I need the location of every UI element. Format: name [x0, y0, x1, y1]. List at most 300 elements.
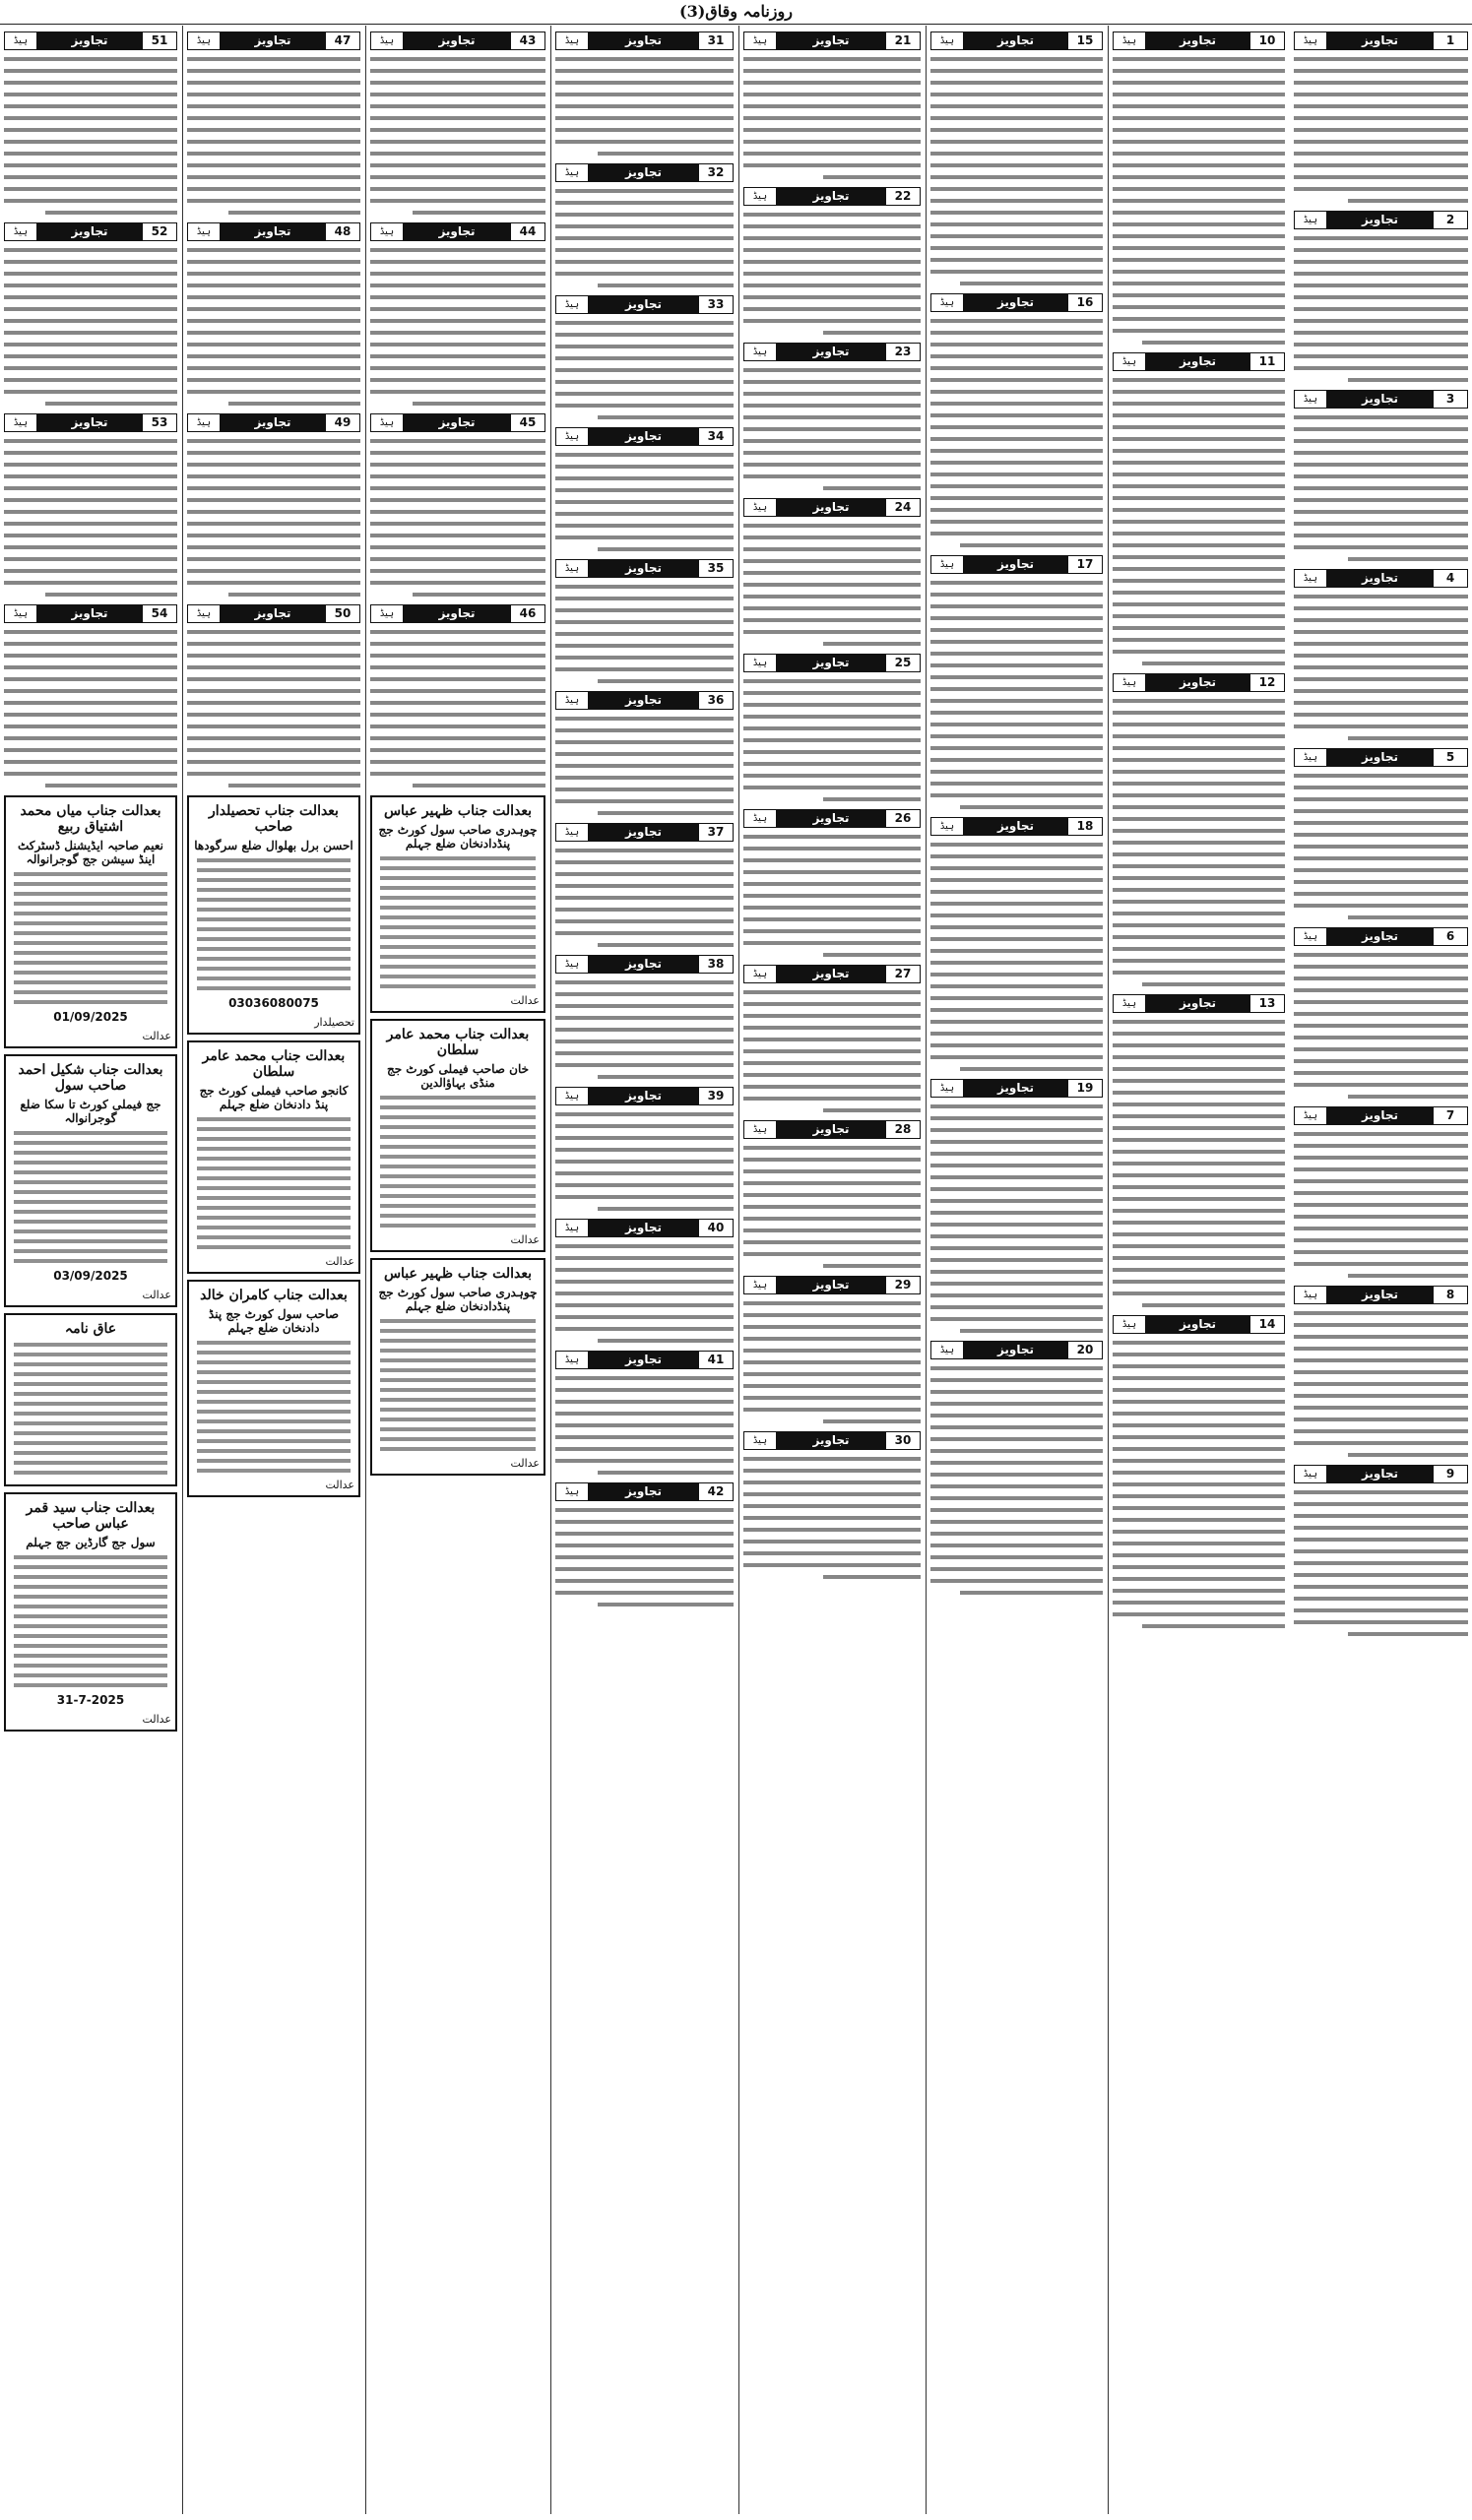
item-text — [187, 248, 360, 406]
text-line — [1113, 329, 1285, 333]
text-line — [197, 858, 351, 862]
text-line — [555, 1051, 734, 1055]
item-header — [370, 32, 545, 50]
text-line — [555, 872, 734, 876]
text-line — [743, 128, 921, 132]
text-line — [187, 81, 360, 85]
text-line — [555, 404, 734, 408]
text-line — [930, 378, 1103, 382]
text-line — [1113, 293, 1285, 297]
item-subtag: ہیڈ — [743, 1431, 777, 1450]
text-line — [930, 211, 1103, 215]
text-line — [380, 945, 536, 949]
text-line — [187, 272, 360, 276]
text-line — [1142, 982, 1285, 986]
text-line — [555, 476, 734, 480]
text-line — [14, 951, 167, 955]
item-tag: تجاویز — [37, 32, 142, 50]
text-line — [1294, 248, 1468, 252]
text-line — [555, 585, 734, 589]
text-line — [1113, 935, 1285, 939]
text-line — [4, 272, 177, 276]
text-line — [930, 413, 1103, 417]
text-line — [370, 128, 545, 132]
text-line — [380, 1135, 536, 1139]
text-line — [1113, 770, 1285, 774]
text-line — [4, 331, 177, 335]
text-line — [1113, 1173, 1285, 1177]
text-line — [370, 104, 545, 108]
text-line — [380, 1155, 536, 1159]
text-line — [1113, 1353, 1285, 1356]
item-number: 28 — [885, 1120, 921, 1139]
text-line — [555, 919, 734, 923]
text-line — [1294, 236, 1468, 240]
text-line — [197, 976, 351, 980]
text-line — [370, 665, 545, 669]
item-subtag: ہیڈ — [187, 413, 221, 432]
text-line — [930, 699, 1103, 703]
text-line — [380, 1319, 536, 1323]
text-line — [930, 1425, 1103, 1429]
text-line — [1113, 461, 1285, 465]
text-line — [187, 569, 360, 573]
text-line — [598, 811, 734, 815]
text-line — [555, 1447, 734, 1451]
text-line — [370, 272, 545, 276]
text-line — [930, 472, 1103, 476]
text-line — [1113, 1459, 1285, 1463]
text-line — [14, 1421, 167, 1425]
text-line — [197, 908, 351, 912]
text-line — [743, 284, 921, 287]
text-line — [1113, 1542, 1285, 1545]
item-header — [930, 1079, 1103, 1098]
item-text — [555, 1376, 734, 1475]
text-line — [197, 1157, 351, 1161]
text-line — [743, 990, 921, 994]
text-line — [187, 128, 360, 132]
text-line — [555, 213, 734, 217]
text-line — [45, 784, 177, 788]
text-line — [930, 996, 1103, 1000]
text-line — [930, 782, 1103, 786]
item-number: 14 — [1249, 1315, 1285, 1334]
text-line — [1294, 1311, 1468, 1315]
text-line — [1294, 1203, 1468, 1207]
text-line — [1294, 965, 1468, 969]
text-line — [370, 199, 545, 203]
text-line — [743, 595, 921, 598]
item-text — [930, 581, 1103, 809]
item-header — [1113, 32, 1285, 50]
text-line — [187, 93, 360, 96]
text-line — [555, 380, 734, 384]
text-line — [743, 858, 921, 862]
text-line — [930, 1258, 1103, 1262]
item-subtag: ہیڈ — [370, 413, 404, 432]
text-line — [555, 849, 734, 852]
column-5 — [550, 26, 737, 2514]
item-subtag: ہیڈ — [743, 1276, 777, 1294]
item-text — [743, 1146, 921, 1268]
item-text — [1294, 415, 1468, 561]
item-subtag: ہیڈ — [187, 32, 221, 50]
text-line — [930, 246, 1103, 250]
text-line — [743, 213, 921, 217]
text-line — [1294, 187, 1468, 191]
text-line — [1113, 1518, 1285, 1522]
text-line — [930, 163, 1103, 167]
text-line — [555, 260, 734, 264]
text-line — [1294, 892, 1468, 896]
text-line — [930, 234, 1103, 238]
text-line — [14, 1673, 167, 1677]
text-line — [930, 1199, 1103, 1203]
column-8 — [0, 26, 181, 2514]
item-number: 32 — [698, 163, 734, 182]
text-line — [370, 152, 545, 156]
text-line — [14, 1382, 167, 1386]
item-text — [743, 1457, 921, 1579]
text-line — [555, 81, 734, 85]
text-line — [1294, 1262, 1468, 1266]
text-line — [555, 93, 734, 96]
text-line — [4, 474, 177, 478]
text-line — [14, 1664, 167, 1668]
text-line — [413, 211, 545, 215]
text-line — [555, 980, 734, 984]
text-line — [960, 1329, 1103, 1333]
text-line — [823, 331, 921, 335]
item-tag: تجاویز — [1327, 390, 1433, 409]
text-line — [1113, 222, 1285, 226]
text-line — [743, 1396, 921, 1400]
text-line — [930, 1520, 1103, 1524]
text-line — [743, 1516, 921, 1520]
text-line — [743, 1528, 921, 1532]
item-header — [1113, 673, 1285, 692]
court-notice — [370, 795, 545, 1013]
text-line — [187, 354, 360, 358]
text-line — [743, 691, 921, 695]
text-line — [743, 1469, 921, 1473]
text-line — [1294, 1514, 1468, 1518]
court-title: بعدالت جناب محمد عامر سلطان — [202, 1048, 346, 1080]
text-line — [1294, 1418, 1468, 1421]
item-number: 6 — [1433, 927, 1468, 946]
court-signature: عدالت — [142, 1289, 171, 1301]
court-title: عاق نامہ — [64, 1321, 117, 1337]
item-number: 40 — [698, 1219, 734, 1237]
text-line — [1113, 1043, 1285, 1047]
text-line — [370, 630, 545, 634]
text-line — [930, 746, 1103, 750]
text-line — [1348, 1632, 1468, 1636]
text-line — [1294, 774, 1468, 778]
text-line — [743, 835, 921, 839]
item-number: 29 — [885, 1276, 921, 1294]
text-line — [14, 1683, 167, 1687]
text-line — [823, 1419, 921, 1423]
text-line — [14, 1259, 167, 1263]
text-line — [1113, 128, 1285, 132]
text-line — [1113, 1601, 1285, 1605]
text-line — [743, 236, 921, 240]
text-line — [4, 295, 177, 299]
text-line — [1294, 642, 1468, 646]
text-line — [197, 1360, 351, 1364]
item-header — [1294, 211, 1468, 229]
item-text — [743, 368, 921, 490]
text-line — [1113, 1209, 1285, 1213]
text-line — [1113, 1506, 1285, 1510]
text-line — [370, 116, 545, 120]
text-line — [197, 967, 351, 971]
text-line — [743, 1325, 921, 1329]
item-text — [743, 1301, 921, 1423]
item-text — [1113, 378, 1285, 665]
text-line — [197, 937, 351, 941]
item-header — [555, 1351, 734, 1369]
text-line — [4, 581, 177, 585]
text-line — [930, 187, 1103, 191]
text-line — [960, 1067, 1103, 1071]
text-line — [1294, 1024, 1468, 1028]
text-line — [1294, 116, 1468, 120]
court-notice — [187, 1040, 360, 1274]
item-text — [555, 980, 734, 1079]
court-signature: عدالت — [325, 1479, 354, 1491]
item-tag: تجاویز — [37, 222, 142, 241]
text-line — [1142, 1624, 1285, 1628]
item-number: 26 — [885, 809, 921, 828]
item-number: 17 — [1067, 555, 1103, 574]
text-line — [743, 295, 921, 299]
text-line — [555, 788, 734, 791]
text-line — [4, 724, 177, 728]
text-line — [187, 331, 360, 335]
text-line — [14, 1605, 167, 1608]
text-line — [1294, 1156, 1468, 1160]
text-line — [197, 868, 351, 872]
text-line — [930, 1366, 1103, 1370]
court-title: بعدالت جناب شکیل احمد صاحب سول — [18, 1062, 163, 1094]
text-line — [1294, 1012, 1468, 1016]
text-line — [1113, 1400, 1285, 1404]
text-line — [555, 104, 734, 108]
text-line — [4, 354, 177, 358]
text-line — [370, 331, 545, 335]
text-line — [370, 439, 545, 443]
text-line — [370, 569, 545, 573]
text-line — [743, 1097, 921, 1101]
item-text — [1113, 1020, 1285, 1307]
text-line — [14, 1595, 167, 1599]
text-line — [187, 378, 360, 382]
text-line — [4, 104, 177, 108]
text-line — [370, 760, 545, 764]
text-line — [930, 1390, 1103, 1394]
text-line — [555, 248, 734, 252]
text-line — [555, 1280, 734, 1284]
text-line — [555, 1435, 734, 1439]
text-line — [930, 1378, 1103, 1382]
text-line — [743, 1301, 921, 1305]
text-line — [1294, 1585, 1468, 1589]
text-line — [1294, 163, 1468, 167]
text-line — [380, 1184, 536, 1188]
text-line — [14, 1431, 167, 1435]
text-line — [555, 776, 734, 780]
text-line — [413, 402, 545, 406]
text-line — [1113, 187, 1285, 191]
text-line — [823, 953, 921, 957]
text-line — [380, 906, 536, 910]
text-line — [1294, 474, 1468, 478]
text-line — [197, 1390, 351, 1394]
item-text — [1294, 774, 1468, 919]
item-header — [1113, 1315, 1285, 1334]
column-4 — [738, 26, 925, 2514]
text-line — [555, 908, 734, 912]
text-line — [370, 284, 545, 287]
text-line — [187, 199, 360, 203]
text-line — [197, 1469, 351, 1473]
text-line — [743, 1492, 921, 1496]
text-line — [1113, 1471, 1285, 1475]
text-line — [555, 224, 734, 228]
text-line — [370, 557, 545, 561]
text-line — [930, 1104, 1103, 1108]
text-line — [1294, 69, 1468, 73]
text-line — [930, 81, 1103, 85]
court-subtitle: خان صاحب فیملی کورٹ جج منڈی بہاؤالدین — [386, 1062, 530, 1090]
item-number: 1 — [1433, 32, 1468, 50]
item-text — [1294, 57, 1468, 203]
text-line — [1294, 1526, 1468, 1530]
text-line — [1113, 1091, 1285, 1095]
text-line — [930, 1567, 1103, 1571]
item-text — [743, 213, 921, 335]
text-line — [4, 248, 177, 252]
text-line — [1294, 439, 1468, 443]
item-subtag: ہیڈ — [370, 222, 404, 241]
item-number: 48 — [325, 222, 360, 241]
text-line — [4, 665, 177, 669]
text-line — [187, 104, 360, 108]
text-line — [930, 604, 1103, 608]
item-tag: تجاویز — [589, 559, 698, 578]
text-line — [14, 1239, 167, 1243]
text-line — [555, 717, 734, 721]
text-line — [930, 914, 1103, 917]
text-line — [380, 1329, 536, 1333]
text-line — [1294, 57, 1468, 61]
text-line — [930, 508, 1103, 512]
item-tag: تجاویز — [1146, 994, 1249, 1013]
item-subtag: ہیڈ — [555, 559, 589, 578]
text-line — [1113, 69, 1285, 73]
text-line — [197, 1137, 351, 1141]
item-tag: تجاویز — [1327, 569, 1433, 588]
item-number: 39 — [698, 1087, 734, 1105]
text-line — [1294, 1406, 1468, 1410]
text-line — [370, 260, 545, 264]
text-line — [1294, 366, 1468, 370]
item-header — [930, 32, 1103, 50]
item-tag: تجاویز — [777, 32, 885, 50]
item-subtag: ہیڈ — [555, 955, 589, 974]
text-line — [743, 1181, 921, 1185]
text-line — [1113, 305, 1285, 309]
item-number: 36 — [698, 691, 734, 710]
text-line — [370, 581, 545, 585]
text-line — [1113, 1388, 1285, 1392]
text-line — [555, 1303, 734, 1307]
text-line — [187, 390, 360, 394]
item-number: 47 — [325, 32, 360, 50]
text-line — [1294, 1382, 1468, 1386]
item-header — [1294, 32, 1468, 50]
item-number: 2 — [1433, 211, 1468, 229]
text-line — [1113, 614, 1285, 618]
text-line — [743, 474, 921, 478]
text-line — [1113, 258, 1285, 262]
item-subtag: ہیڈ — [1294, 1465, 1327, 1483]
hearing-date: 03/09/2025 — [53, 1269, 128, 1283]
text-line — [4, 152, 177, 156]
text-line — [380, 975, 536, 978]
text-line — [743, 547, 921, 551]
item-subtag: ہیڈ — [743, 1120, 777, 1139]
text-line — [187, 522, 360, 526]
text-line — [14, 1634, 167, 1638]
text-line — [930, 1020, 1103, 1024]
text-line — [14, 1392, 167, 1396]
text-line — [555, 368, 734, 372]
text-line — [380, 965, 536, 969]
text-line — [743, 1038, 921, 1041]
text-line — [823, 797, 921, 801]
item-tag: تجاویز — [964, 293, 1067, 312]
text-line — [555, 1292, 734, 1295]
text-line — [743, 583, 921, 587]
text-line — [743, 1217, 921, 1221]
text-line — [4, 175, 177, 179]
text-line — [1294, 534, 1468, 537]
text-line — [598, 1603, 734, 1606]
text-line — [1294, 809, 1468, 813]
text-line — [4, 366, 177, 370]
text-line — [370, 319, 545, 323]
text-line — [197, 1400, 351, 1404]
text-line — [598, 415, 734, 419]
item-subtag: ہیڈ — [555, 1087, 589, 1105]
text-line — [930, 437, 1103, 441]
text-line — [1113, 723, 1285, 726]
text-line — [1294, 104, 1468, 108]
text-line — [930, 1175, 1103, 1179]
item-header — [743, 654, 921, 672]
text-line — [197, 947, 351, 951]
item-number: 25 — [885, 654, 921, 672]
item-tag: تجاویز — [777, 1276, 885, 1294]
text-line — [4, 378, 177, 382]
court-notice — [187, 795, 360, 1035]
item-text — [555, 453, 734, 551]
text-line — [187, 724, 360, 728]
